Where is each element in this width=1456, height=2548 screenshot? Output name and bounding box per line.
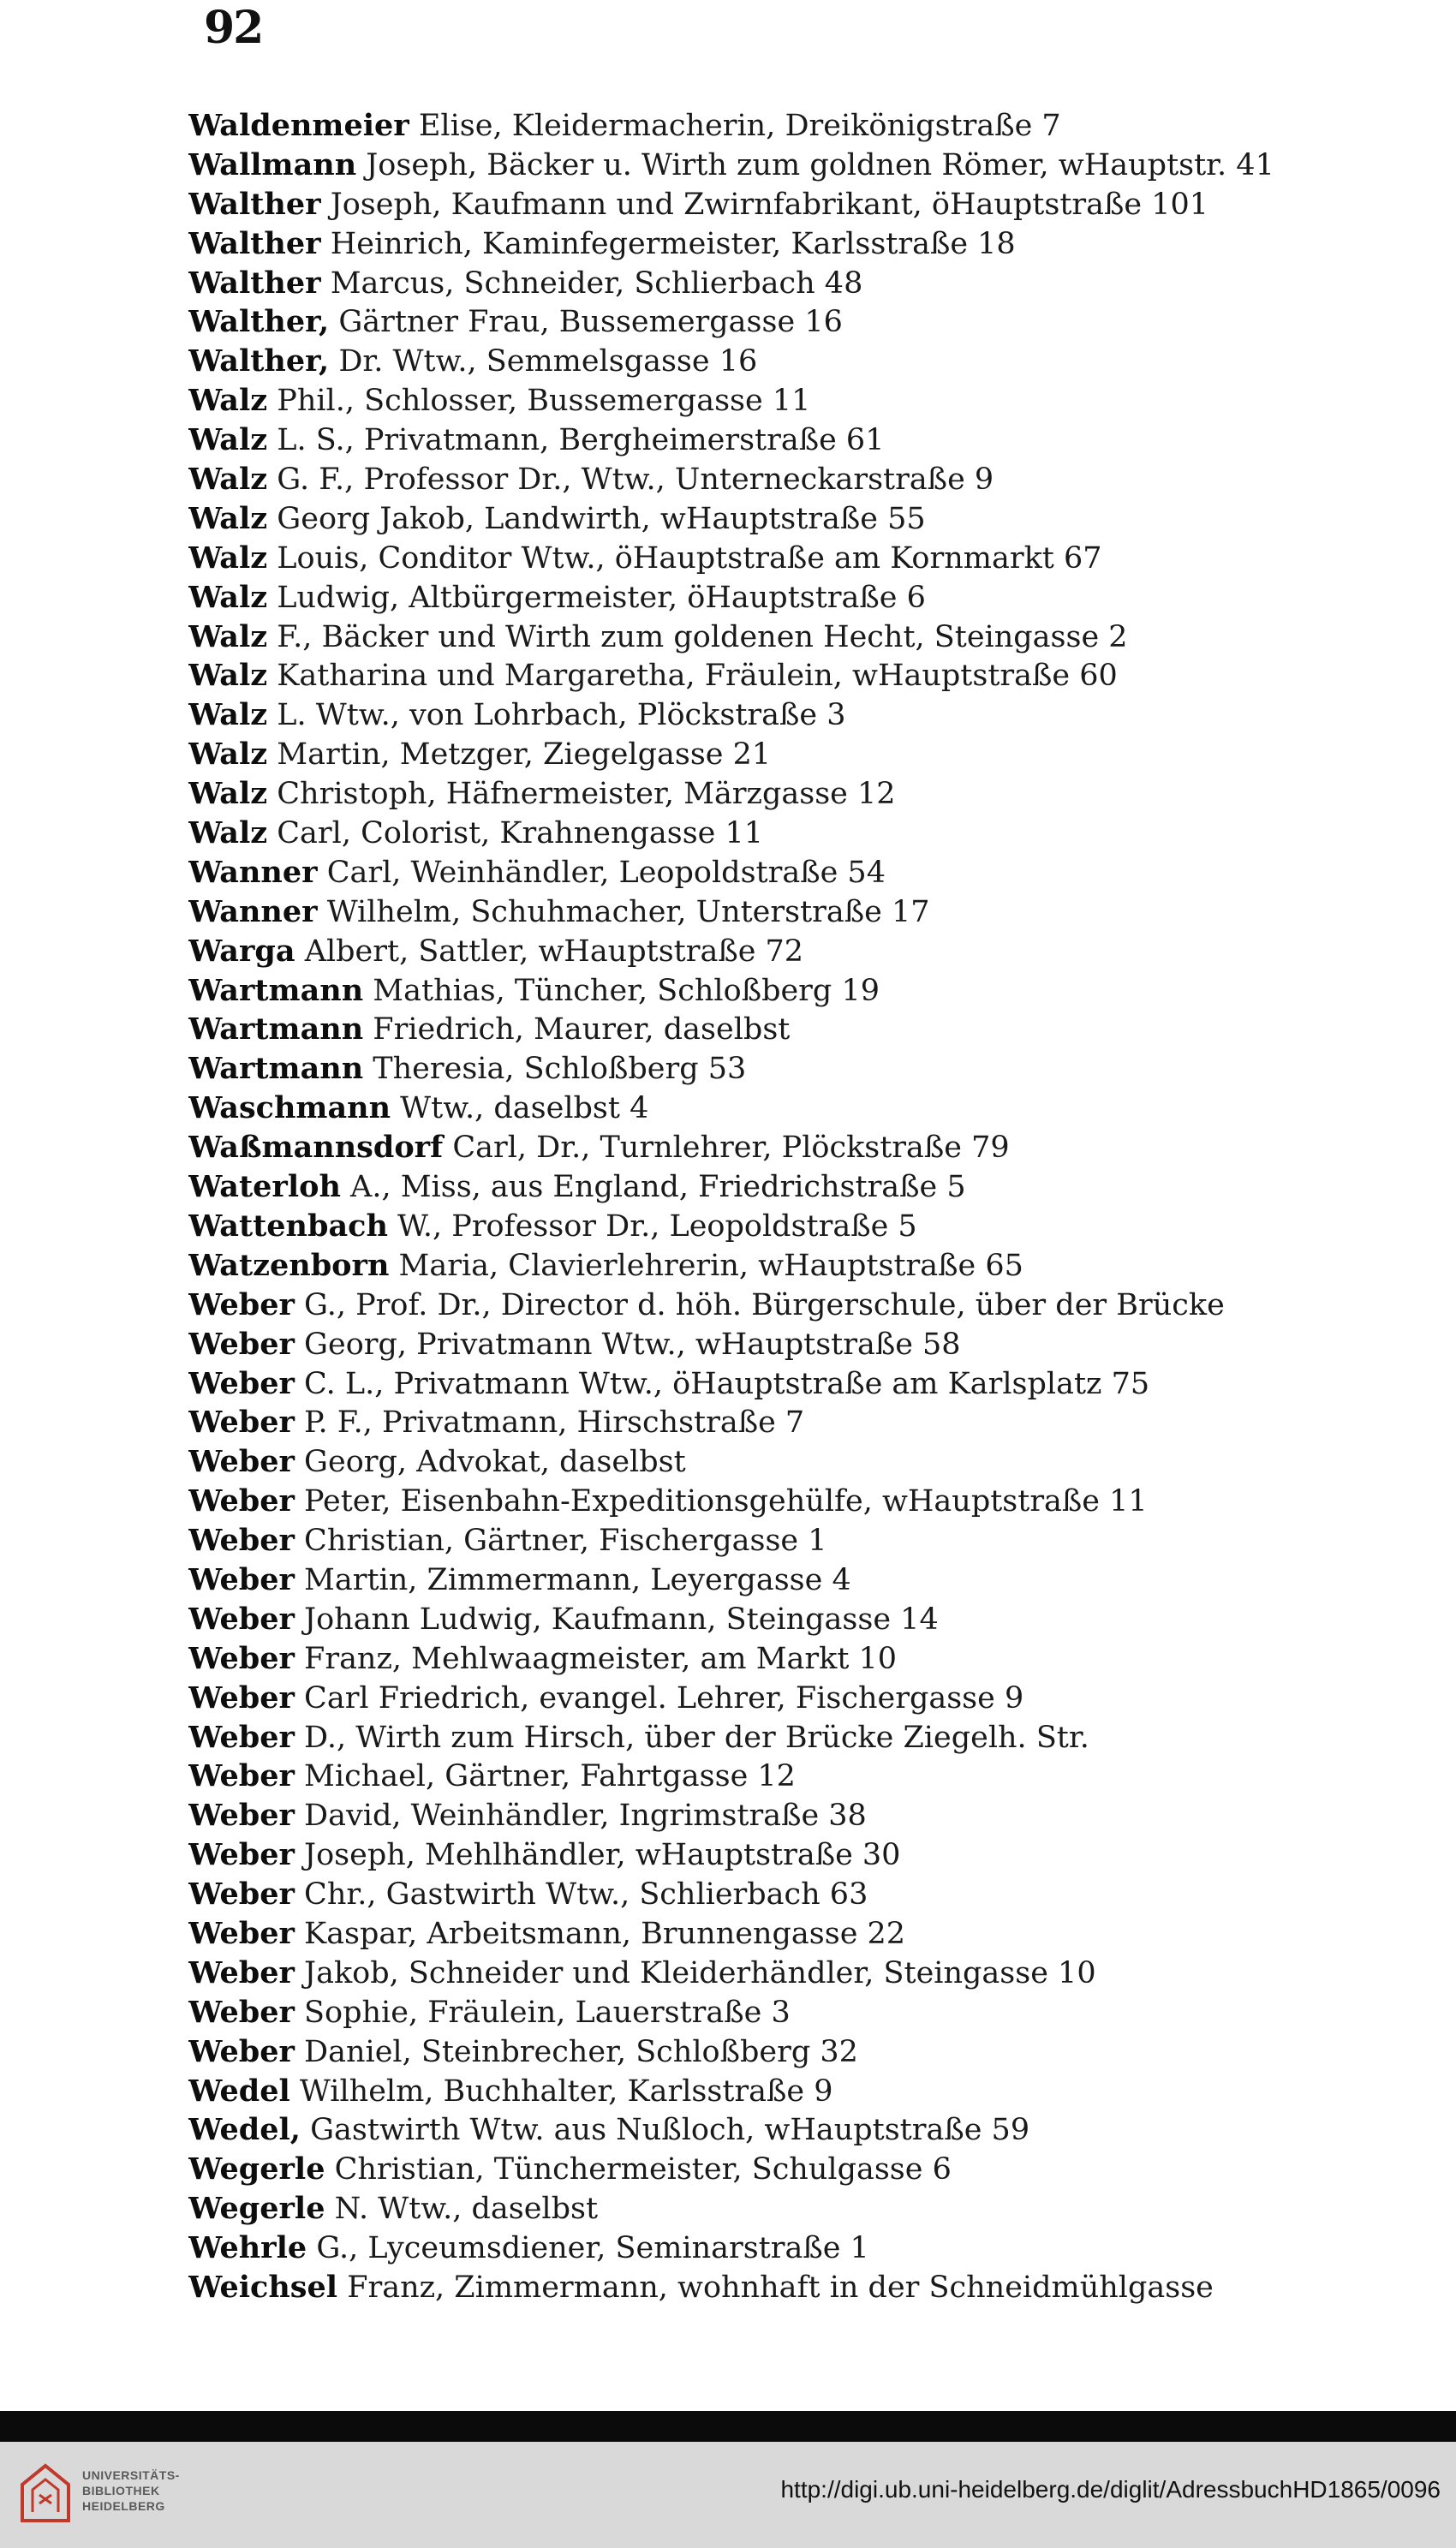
directory-entry [188,578,1422,618]
directory-entry [188,1954,1422,1993]
directory-entry [188,1875,1422,1914]
entry-details: F., Bäcker und Wirth zum goldenen Hecht, Steingasse 2 [277,619,1128,654]
directory-entry [188,1325,1422,1364]
entry-details: A., Miss, aus England, Friedrichstraße 5 [350,1170,966,1205]
directory-entry [188,2072,1422,2111]
directory-entry [188,1993,1422,2032]
directory-entry [188,381,1422,421]
directory-entry [188,1128,1422,1167]
directory-entry [188,656,1422,695]
directory-entry [188,853,1422,892]
entry-surname: Watzenborn [188,1247,390,1283]
entry-details: Gastwirth Wtw. aus Nußloch, wHauptstraße 59 [310,2113,1030,2148]
directory-entry [188,1639,1422,1679]
entry-surname: Walther [188,225,321,261]
footer-band [0,2411,1456,2442]
entry-surname: Weber [188,2033,295,2069]
entry-surname: Weber [188,1877,295,1912]
entry-surname: Wartmann [188,1051,364,1087]
entry-surname: Walther, [188,304,330,340]
footer [0,2442,1456,2548]
directory-entry [188,735,1422,774]
directory-entry [188,1600,1422,1639]
entry-surname: Weber [188,1483,295,1519]
directory-entry [188,618,1422,657]
entry-surname: Walz [188,422,268,458]
directory-entry [188,971,1422,1011]
entry-surname: Weber [188,1286,295,1322]
directory-entry [188,224,1422,264]
entry-details: Georg, Privatmann Wtw., wHauptstraße 58 [304,1327,961,1362]
entry-details: Friedrich, Maurer, daselbst [373,1012,791,1047]
directory-entry [188,1679,1422,1718]
entry-details: Louis, Conditor Wtw., öHauptstraße am Kornmarkt 67 [277,540,1102,576]
directory-entry [188,1167,1422,1207]
entry-surname: Weber [188,1405,295,1441]
directory-entry [188,106,1422,146]
entry-details: C. L., Privatmann Wtw., öHauptstraße am Karlsplatz 75 [304,1366,1150,1401]
entry-surname: Walz [188,500,268,536]
entry-details: Ludwig, Altbürgermeister, öHauptstraße 6 [277,580,926,615]
entry-surname: Walz [188,697,268,733]
directory-entry [188,1560,1422,1600]
entry-details: Christoph, Häfnermeister, Märzgasse 12 [277,777,896,812]
entry-details: Daniel, Steinbrecher, Schloßberg 32 [304,2034,858,2069]
entry-details: Elise, Kleidermacherin, Dreikönigstraße 7 [418,109,1061,143]
entry-surname: Wartmann [188,972,364,1008]
entry-surname: Waßmannsdorf [188,1130,444,1166]
directory-entry [188,2189,1422,2229]
directory-entry [188,932,1422,971]
directory-entry [188,1796,1422,1835]
entry-surname: Wedel, [188,2112,301,2148]
entry-details: Mathias, Tüncher, Schloßberg 19 [373,973,880,1008]
entry-details: Peter, Eisenbahn-Expeditionsgehülfe, wHauptstraße 11 [304,1484,1148,1519]
entry-details: Gärtner Frau, Bussemergasse 16 [338,305,843,340]
directory-entry [188,1521,1422,1560]
entry-surname: Weber [188,1719,295,1755]
entry-details: Maria, Clavierlehrerin, wHauptstraße 65 [398,1248,1023,1283]
directory-entry [188,2150,1422,2189]
entry-surname: Walz [188,540,268,576]
entry-details: G., Lyceumsdiener, Seminarstraße 1 [316,2231,869,2266]
directory-entry [188,1835,1422,1875]
entry-surname: Weber [188,1758,295,1794]
directory-entry [188,499,1422,539]
university-seal-icon [15,2461,75,2526]
entry-surname: Wallmann [188,146,357,182]
entry-surname: Weber [188,1640,295,1676]
directory-entry [188,1207,1422,1246]
entry-details: Christian, Gärtner, Fischergasse 1 [304,1524,827,1559]
directory-entry [188,814,1422,853]
entry-details: Carl, Dr., Turnlehrer, Plöckstraße 79 [452,1131,1010,1166]
entry-details: Theresia, Schloßberg 53 [373,1052,747,1087]
directory-entry [188,1757,1422,1796]
entry-details: Christian, Tünchermeister, Schulgasse 6 [334,2152,952,2187]
entry-surname: Walz [188,815,268,851]
entry-surname: Wehrle [188,2230,307,2266]
entry-details: Wilhelm, Schuhmacher, Unterstraße 17 [326,894,930,929]
entry-surname: Weber [188,1798,295,1834]
entry-details: David, Weinhändler, Ingrimstraße 38 [304,1799,867,1834]
library-name-line: UNIVERSITÄTS- [82,2468,180,2482]
entry-surname: Waldenmeier [188,108,409,143]
entry-details: Sophie, Fräulein, Lauerstraße 3 [304,1995,791,2030]
entry-surname: Wegerle [188,2151,325,2187]
directory-entry [188,1010,1422,1049]
entry-surname: Walther [188,265,321,301]
entry-surname: Weber [188,1680,295,1716]
entry-details: Michael, Gärtner, Fahrtgasse 12 [304,1759,796,1794]
directory-entry [188,2110,1422,2150]
library-name [82,2467,180,2514]
entry-surname: Wegerle [188,2191,325,2227]
entry-details: Kaspar, Arbeitsmann, Brunnengasse 22 [304,1916,906,1951]
entry-surname: Walz [188,462,268,498]
directory-entry [188,421,1422,460]
entry-surname: Weber [188,1837,295,1873]
library-name-line: BIBLIOTHEK [82,2484,160,2497]
entry-details: Martin, Metzger, Ziegelgasse 21 [277,737,772,773]
entry-surname: Waterloh [188,1169,341,1205]
entry-surname: Walz [188,618,268,654]
entry-surname: Weber [188,1561,295,1597]
entry-details: Franz, Mehlwaagmeister, am Markt 10 [304,1641,898,1676]
directory-entry [188,1364,1422,1404]
entry-surname: Wanner [188,893,318,929]
entry-details: N. Wtw., daselbst [334,2192,599,2227]
entry-details: G. F., Professor Dr., Wtw., Unterneckarstraße 9 [277,462,994,498]
entry-surname: Wedel [188,2073,290,2109]
directory-entry [188,774,1422,814]
entry-details: Joseph, Kaufmann und Zwirnfabrikant, öHauptstraße 101 [330,187,1209,222]
entry-surname: Weber [188,1326,295,1362]
entry-details: L. Wtw., von Lohrbach, Plöckstraße 3 [277,698,846,733]
entry-details: Johann Ludwig, Kaufmann, Steingasse 14 [304,1602,939,1637]
entry-details: Georg Jakob, Landwirth, wHauptstraße 55 [277,501,926,536]
entry-surname: Wartmann [188,1011,364,1047]
directory-entry [188,264,1422,303]
directory-entry [188,2032,1422,2072]
directory-entry [188,146,1422,185]
entry-surname: Walz [188,658,268,694]
entry-details: D., Wirth zum Hirsch, über der Brücke Ziegelh. Str. [304,1720,1089,1755]
entry-details: Georg, Advokat, daselbst [304,1445,686,1480]
entry-details: Albert, Sattler, wHauptstraße 72 [304,934,804,969]
source-url-link[interactable]: http://digi.ub.uni-heidelberg.de/diglit/AdressbuchHD1865/0096 [780,2476,1441,2503]
directory-entry [188,460,1422,499]
entry-details: L. S., Privatmann, Bergheimerstraße 61 [277,423,885,458]
directory-entry [188,1442,1422,1482]
entry-details: Carl Friedrich, evangel. Lehrer, Fischergasse 9 [304,1680,1024,1716]
entry-details: Franz, Zimmermann, wohnhaft in der Schneidmühlgasse [347,2270,1214,2305]
directory-entry [188,2229,1422,2268]
entry-details: Martin, Zimmermann, Leyergasse 4 [304,1562,851,1597]
entry-details: Carl, Colorist, Krahnengasse 11 [277,816,764,851]
entry-surname: Weber [188,1523,295,1559]
page-number: 92 [204,2,263,54]
entry-details: Heinrich, Kaminfegermeister, Karlsstraße 18 [330,226,1016,261]
entry-details: Wilhelm, Buchhalter, Karlsstraße 9 [299,2074,833,2109]
entry-details: Phil., Schlosser, Bussemergasse 11 [277,384,811,419]
entry-details: P. F., Privatmann, Hirschstraße 7 [304,1405,805,1441]
directory-entry [188,1914,1422,1954]
entry-details: Carl, Weinhändler, Leopoldstraße 54 [326,855,886,890]
entry-surname: Walz [188,737,268,773]
entry-surname: Weichsel [188,2269,338,2305]
directory-entry [188,1246,1422,1286]
entry-surname: Weber [188,1954,295,1990]
entry-details: G., Prof. Dr., Director d. höh. Bürgerschule, über der Brücke [304,1287,1225,1322]
directory-entry [188,2268,1422,2307]
entry-details: Joseph, Mehlhändler, wHauptstraße 30 [304,1838,901,1873]
directory-entry [188,1403,1422,1442]
entry-details: Chr., Gastwirth Wtw., Schlierbach 63 [304,1877,868,1912]
directory-entry [188,1482,1422,1521]
directory-entry [188,892,1422,932]
entry-surname: Weber [188,1365,295,1401]
entry-surname: Walther, [188,343,330,379]
directory-entry [188,695,1422,735]
directory-entry [188,185,1422,224]
directory-entry [188,1286,1422,1325]
entry-details: Katharina und Margaretha, Fräulein, wHauptstraße 60 [277,659,1118,694]
directory-entries [188,106,1422,2307]
entry-details: Jakob, Schneider und Kleiderhändler, Steingasse 10 [304,1955,1096,1990]
directory-entry [188,1049,1422,1089]
directory-entry [188,539,1422,578]
entry-surname: Walz [188,383,268,419]
directory-entry [188,342,1422,381]
library-name-line: HEIDELBERG [82,2499,165,2513]
entry-surname: Wattenbach [188,1208,388,1244]
entry-surname: Walz [188,579,268,615]
entry-surname: Weber [188,1444,295,1480]
entry-surname: Weber [188,1601,295,1637]
entry-details: W., Professor Dr., Leopoldstraße 5 [397,1208,917,1244]
entry-surname: Wanner [188,854,318,890]
entry-surname: Weber [188,1915,295,1951]
entry-details: Joseph, Bäcker u. Wirth zum goldnen Römer, wHauptstr. 41 [366,147,1274,182]
directory-entry [188,1718,1422,1757]
entry-details: Dr. Wtw., Semmelsgasse 16 [338,344,758,379]
entry-surname: Warga [188,933,295,969]
directory-entry [188,302,1422,342]
entry-surname: Walther [188,186,321,222]
entry-surname: Weber [188,1994,295,2030]
entry-surname: Walz [188,776,268,812]
entry-details: Marcus, Schneider, Schlierbach 48 [330,266,863,301]
entry-surname: Waschmann [188,1090,391,1126]
directory-entry [188,1089,1422,1128]
entry-details: Wtw., daselbst 4 [400,1091,649,1126]
